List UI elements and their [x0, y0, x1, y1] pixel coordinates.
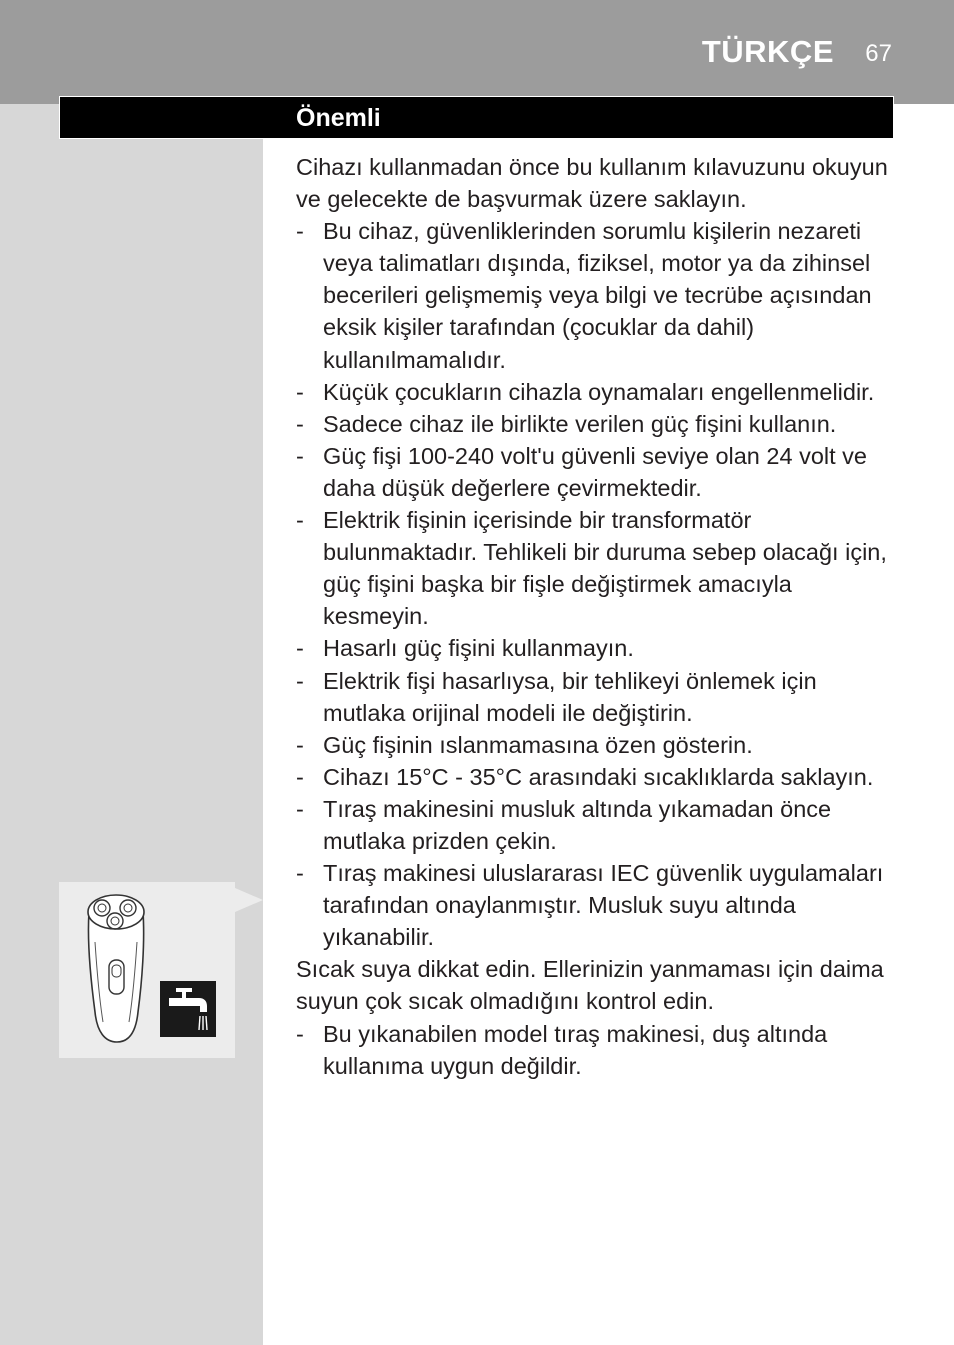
hot-water-warning: Sıcak suya dikkat edin. Ellerinizin yanmaması için daima suyun çok sıcak olmadığını kontrol edin. [296, 956, 884, 1015]
tap-water-icon [59, 882, 235, 1058]
warning-list-a [296, 215, 901, 953]
left-margin-column [0, 104, 263, 1345]
main-content [296, 151, 901, 1082]
page-number: 67 [865, 40, 892, 67]
section-header-bar [59, 96, 894, 139]
list-item: - Hasarlı güç fişini kullanmayın. [296, 635, 634, 662]
list-item: - Elektrik fişi hasarlıysa, bir tehlikeyi önlemek için mutlaka orijinal modeli ile değiştirin. [296, 667, 817, 726]
list-item: - Elektrik fişinin içerisinde bir transformatör bulunmaktadır. Tehlikeli bir duruma sebep olacağı için, güç fişini başka bir fişle değiştirmek amacıyla kesmeyin. [296, 507, 887, 630]
intro-paragraph: Cihazı kullanmadan önce bu kullanım kılavuzunu okuyun ve gelecekte de başvurmak üzere saklayın. [296, 154, 888, 213]
section-title: Önemli [296, 104, 381, 132]
list-item: - Bu yıkanabilen model tıraş makinesi, duş altında kullanıma uygun değildir. [296, 1020, 828, 1079]
list-item: - Güç fişinin ıslanmamasına özen gösterin. [296, 731, 753, 758]
figure-pointer [235, 888, 263, 912]
list-item: - Güç fişi 100-240 volt'u güvenli seviye olan 24 volt ve daha düşük değerlere çevirmektedir. [296, 442, 867, 501]
list-item: - Küçük çocukların cihazla oynamaları engellenmelidir. [296, 378, 875, 405]
list-item: - Cihazı 15°C - 35°C arasındaki sıcaklıklarda saklayın. [296, 763, 874, 790]
list-item: - Tıraş makinesi uluslararası IEC güvenlik uygulamaları tarafından onaylanmıştır. Musluk suyu altında yıkanabilir. [296, 860, 884, 951]
warning-list-b [296, 1018, 901, 1082]
list-item: - Bu cihaz, güvenliklerinden sorumlu kişilerin nezareti veya talimatları dışında, fiziksel, motor ya da zihinsel becerileri gelişmemiş veya bilgi ve tecrübe açısından eksik kişiler tarafından (çocuklar da dahil) kullanılmamalıdır. [296, 218, 872, 373]
list-item: - Sadece cihaz ile birlikte verilen güç fişini kullanın. [296, 410, 837, 437]
header-bar [0, 0, 954, 104]
list-item: - Tıraş makinesini musluk altında yıkamadan önce mutlaka prizden çekin. [296, 795, 832, 854]
shaver-illustration [59, 882, 235, 1058]
language-heading: TÜRKÇE [701, 34, 834, 69]
